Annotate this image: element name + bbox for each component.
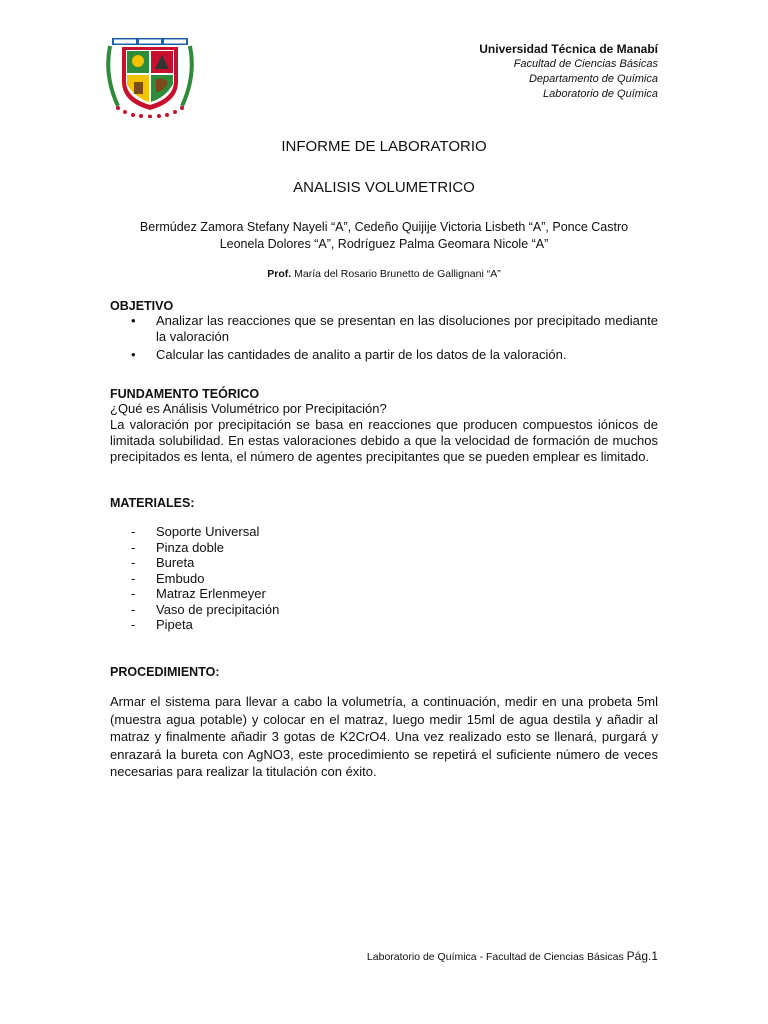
university-name: Universidad Técnica de Manabí <box>479 42 658 56</box>
professor-label: Prof. <box>267 268 292 280</box>
professor-line <box>0 268 768 280</box>
list-item: - Matraz Erlenmeyer <box>131 586 266 601</box>
department-name: Departamento de Química <box>528 73 658 85</box>
objetivo-section <box>110 299 658 365</box>
fundamento-heading: FUNDAMENTO TEÓRICO <box>110 387 260 401</box>
document-title: INFORME DE LABORATORIO <box>281 138 487 155</box>
dash-icon: - <box>131 539 136 555</box>
professor-name: María del Rosario Brunetto de Gallignani “A” <box>294 268 501 280</box>
dash-icon: - <box>131 570 136 586</box>
dash-icon: - <box>131 586 136 601</box>
institution-header <box>479 42 658 102</box>
bullet-icon: • <box>131 313 136 328</box>
list-item: - Embudo <box>131 570 205 586</box>
list-item: • Analizar las reacciones que se presentan en las disoluciones por precipitado mediante la valoración <box>131 313 658 344</box>
materiales-section <box>110 496 658 633</box>
list-item: - Bureta <box>131 555 195 570</box>
university-seal-logo <box>104 36 196 118</box>
list-item: - Pipeta <box>131 617 193 632</box>
fundamento-section <box>110 387 658 465</box>
list-item: - Soporte Universal <box>131 524 260 539</box>
list-item: - Pinza doble <box>131 539 224 555</box>
procedimiento-heading: PROCEDIMIENTO: <box>110 665 220 679</box>
authors-line-2: Leonela Dolores “A”, Rodríguez Palma Geomara Nicole “A” <box>219 237 549 251</box>
materiales-heading: MATERIALES: <box>110 496 195 510</box>
authors <box>0 219 768 253</box>
faculty-name: Facultad de Ciencias Básicas <box>513 58 658 70</box>
document-subtitle: ANALISIS VOLUMETRICO <box>293 179 475 196</box>
objetivo-heading: OBJETIVO <box>110 299 174 313</box>
fundamento-question: ¿Qué es Análisis Volumétrico por Precipitación? <box>110 401 387 416</box>
list-item: • Calcular las cantidades de analito a partir de los datos de la valoración. <box>131 347 567 362</box>
authors-line-1: Bermúdez Zamora Stefany Nayeli “A”, Cedeño Quijije Victoria Lisbeth “A”, Ponce Castro <box>139 220 629 234</box>
dash-icon: - <box>131 617 136 632</box>
bullet-icon: • <box>131 347 136 362</box>
objetivo-list <box>110 313 658 363</box>
page-number: Pág.1 <box>626 949 658 963</box>
footer-text: Laboratorio de Química - Facultad de Ciencias Básicas <box>366 951 624 963</box>
dash-icon: - <box>131 524 136 539</box>
procedimiento-section <box>110 665 658 781</box>
fundamento-text: La valoración por precipitación se basa en reacciones que producen compuestos iónicos de limitada solubilidad. En estas valoraciones debido a que la velocidad de formación de muchos precipitados es lenta, el número de agentes precipitantes que se pueden emplear es limitado. <box>110 417 658 464</box>
page-footer <box>367 949 658 963</box>
lab-name: Laboratorio de Química <box>543 88 658 100</box>
materiales-list <box>110 524 658 633</box>
dash-icon: - <box>131 555 136 570</box>
procedimiento-text: Armar el sistema para llevar a cabo la volumetría, a continuación, medir en una probeta 5ml (muestra agua potable) y colocar en el matraz, luego medir 15ml de agua destila y añadir al matraz y finalmente añadir 3 gotas de K2CrO4. Una vez realizado esto se llenará, purgará y enrazará la bureta con AgNO3, este procedimiento se repetirá el suficiente número de veces necesarias para realizar la titulación con éxito. <box>110 694 658 779</box>
list-item: - Vaso de precipitación <box>131 601 280 617</box>
dash-icon: - <box>131 601 136 617</box>
